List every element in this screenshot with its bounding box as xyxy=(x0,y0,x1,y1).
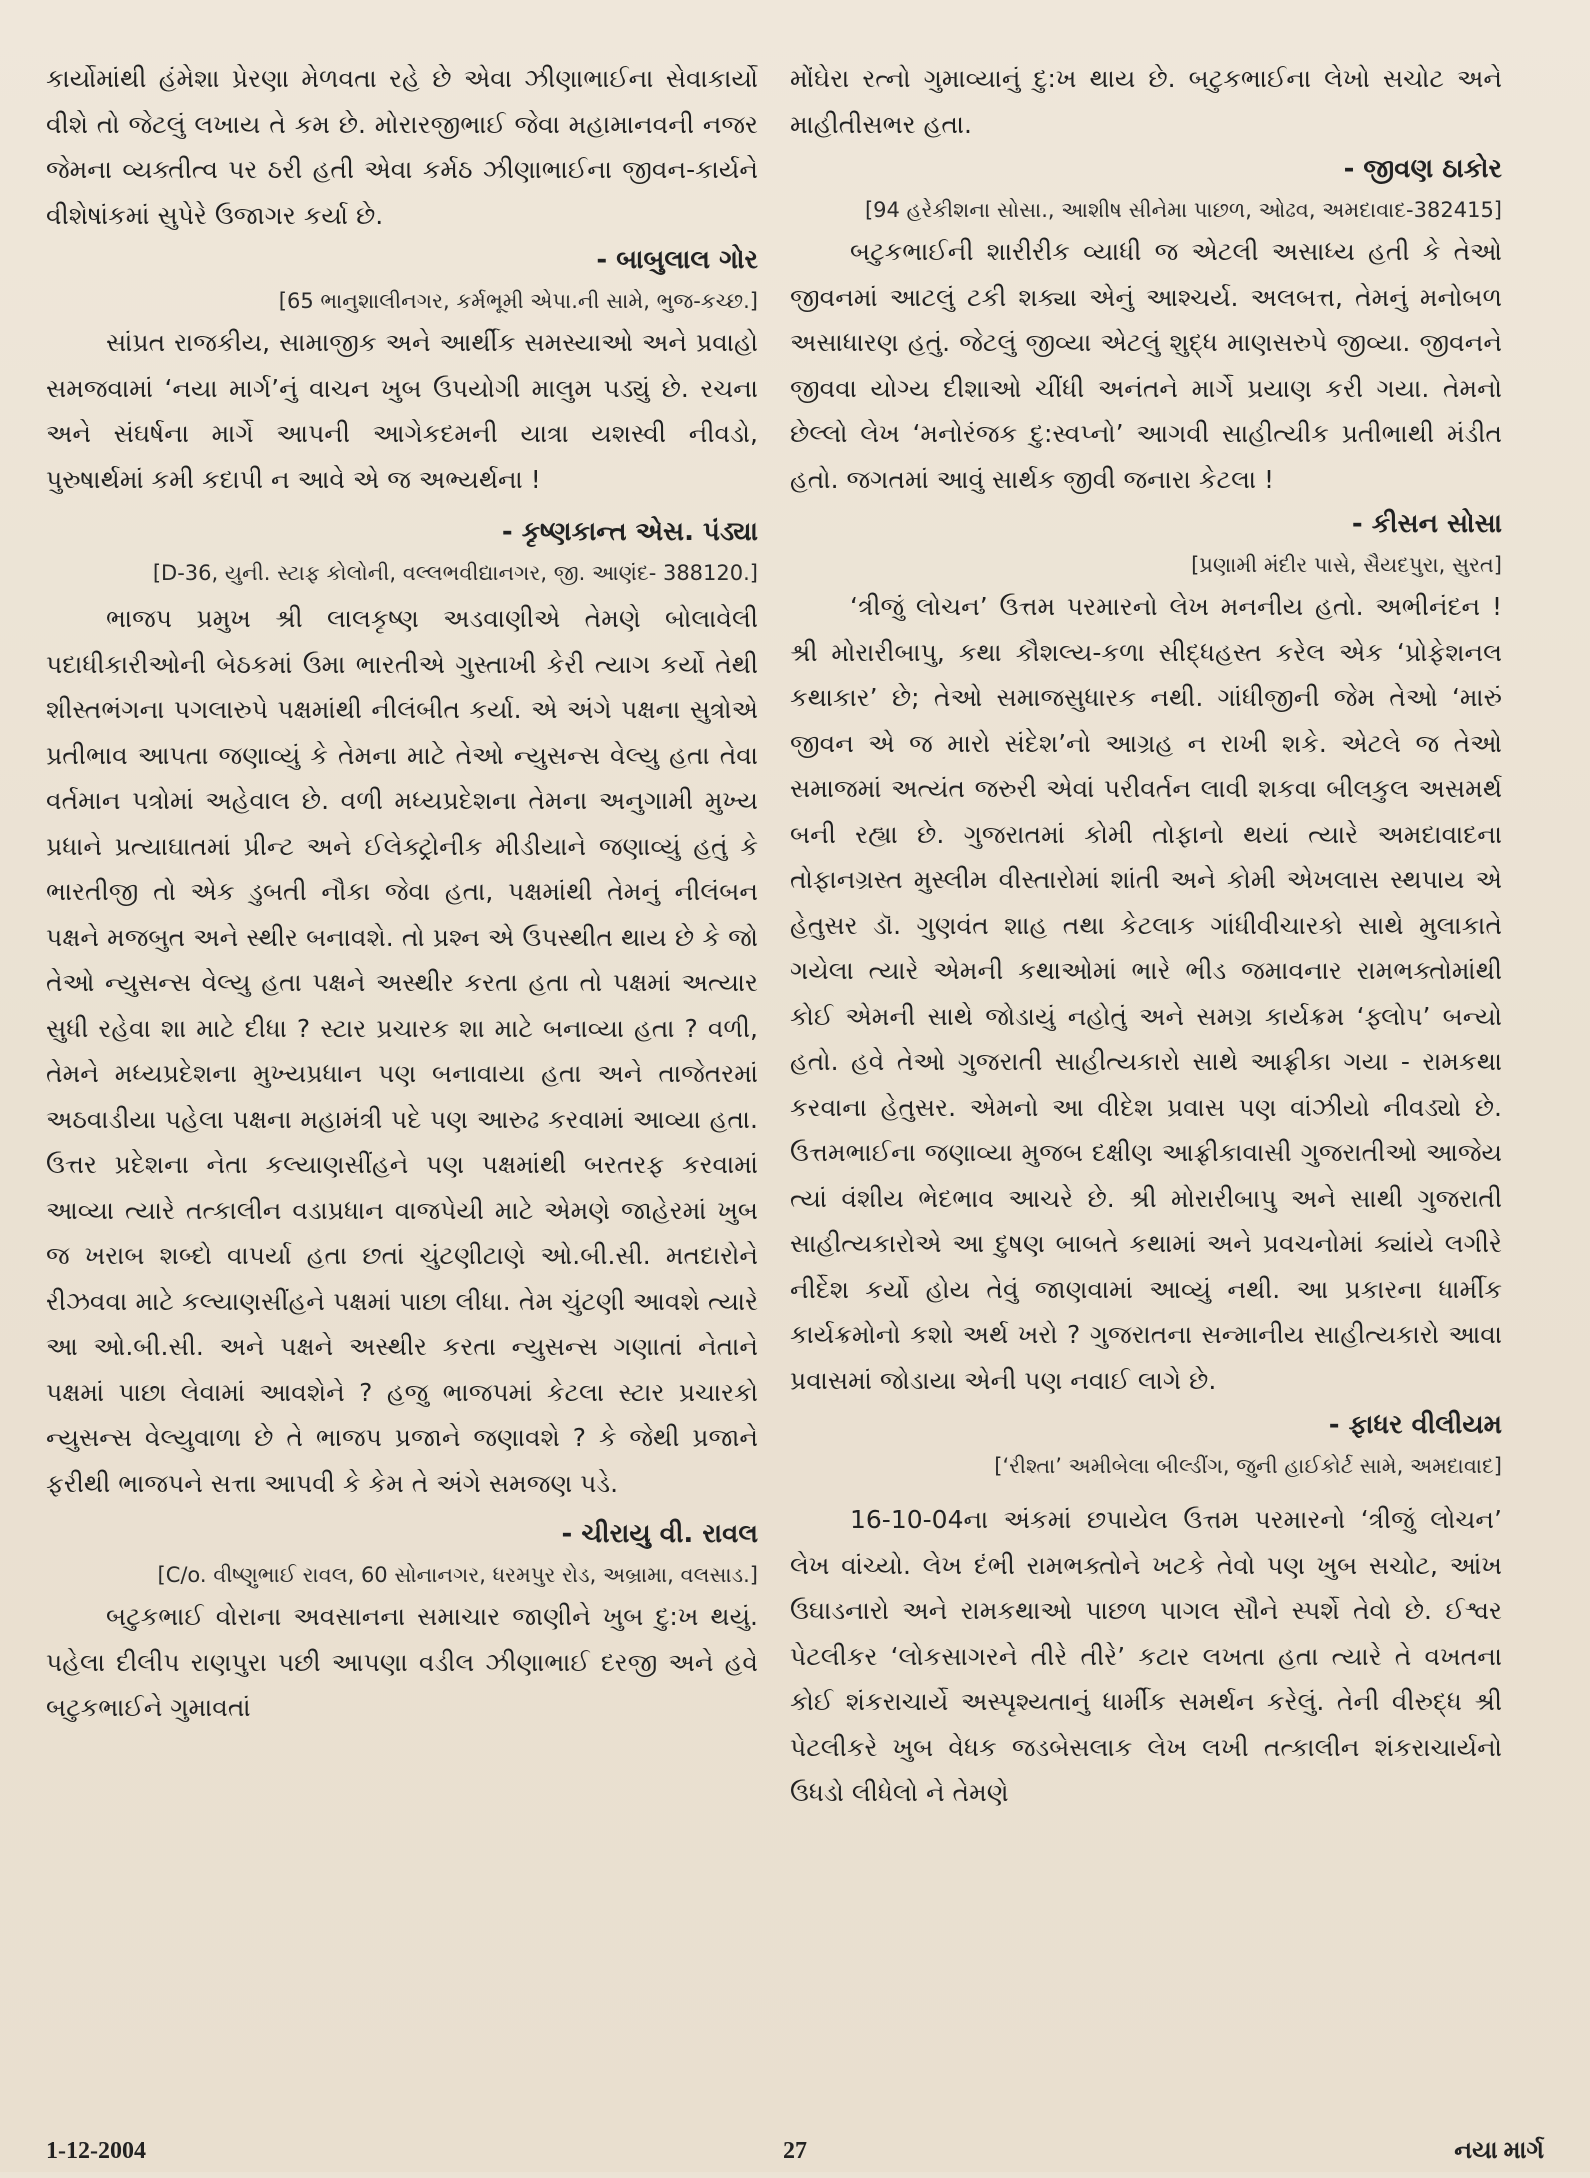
letter-address: [C/o. વીષ્ણુભાઈ રાવલ, 60 સોનાનગર, ધરમપુર રોડ, અબ્રામા, વલસાડ.] xyxy=(157,1563,758,1587)
letter-4 xyxy=(46,1594,758,1731)
letter-4-continued xyxy=(790,56,1502,229)
letter-body: ‘ત્રીજું લોચન’ ઉત્તમ પરમારનો લેખ મનનીય હતો. અભીનંદન ! શ્રી મોરારીબાપુ, કથા કૌશલ્ય-કળા સીદ્ધહસ્ત કરેલ એક ‘પ્રોફેશનલ કથાકાર’ છે; તેઓ સમાજસુધારક નથી. ગાંધીજીની જેમ તેઓ ‘મારું જીવન એ જ મારો સંદેશ’નો આગ્રહ ન રાખી શકે. એટલે જ તેઓ સમાજમાં અત્યંત જરુરી એવાં પરીવર્તન લાવી શકવા બીલકુલ અસમર્થ બની રહ્યા છે. ગુજરાતમાં કોમી તોફાનો થયાં ત્યારે અમદાવાદના તોફાનગ્રસ્ત મુસ્લીમ વીસ્તારોમાં શાંતી અને કોમી એખલાસ સ્થપાય એ હેતુસર ડૉ. ગુણવંત શાહ તથા કેટલાક ગાંધીવીચારકો સાથે મુલાકાતે ગયેલા ત્યારે એમની કથાઓમાં ભારે ભીડ જમાવનાર રામભક્તોમાંથી કોઈ એમની સાથે જોડાયું નહોતું અને સમગ્ર કાર્યક્રમ ‘ફ્લોપ’ બન્યો હતો. હવે તેઓ ગુજરાતી સાહીત્યકારો સાથે આફ્રીકા ગયા - રામકથા કરવાના હેતુસર. એમનો આ વીદેશ પ્રવાસ પણ વાંઝીયો નીવડ્યો છે. ઉત્તમભાઈના જણાવ્યા મુજબ દક્ષીણ આફ્રીકાવાસી ગુજરાતીઓ આજેય ત્યાં વંશીય ભેદભાવ આચરે છે. શ્રી મોરારીબાપુ અને સાથી ગુજરાતી સાહીત્યકારોએ આ દુષણ બાબતે કથામાં અને પ્રવચનોમાં ક્યાંયે લગીરે નીર્દેશ કર્યો હોય તેવું જાણવામાં આવ્યું નથી. આ પ્રકારના ધાર્મીક કાર્યક્રમોનો કશો અર્થ ખરો ? ગુજરાતના સન્માનીય સાહીત્યકારો આવા પ્રવાસમાં જોડાયા એની પણ નવાઈ લાગે છે. xyxy=(790,592,1502,1395)
letter-body: સાંપ્રત રાજકીય, સામાજીક અને આર્થીક સમસ્યાઓ અને પ્રવાહો સમજવામાં ‘નયા માર્ગ’નું વાચન ખુબ ઉપયોગી માલુમ પડ્યું છે. રચના અને સંઘર્ષના માર્ગે આપની આગેકદમની યાત્રા યશસ્વી નીવડો, પુરુષાર્થમાં કમી કદાપી ન આવે એ જ અભ્યર્થના ! xyxy=(46,328,758,494)
letter-author: - જીવણ ઠાકોર xyxy=(1343,154,1502,184)
letter-author: - કીસન સોસા xyxy=(1351,509,1502,539)
issue-date: 1-12-2004 xyxy=(46,2138,146,2164)
page-footer xyxy=(46,2138,1544,2178)
letter-body: બટુકભાઈ વોરાના અવસાનના સમાચાર જાણીને ખુબ દુ:ખ થયું. પહેલા દીલીપ રાણપુરા પછી આપણા વડીલ ઝીણાભાઈ દરજી અને હવે બટુકભાઈને ગુમાવતાં xyxy=(46,1602,758,1722)
letter-6 xyxy=(790,584,1502,1485)
page-number: 27 xyxy=(783,2138,807,2164)
letter-body: ભાજપ પ્રમુખ શ્રી લાલકૃષ્ણ અડવાણીએ તેમણે બોલાવેલી પદાધીકારીઓની બેઠકમાં ઉમા ભારતીએ ગુસ્તાખી કેરી ત્યાગ કર્યો તેથી શીસ્તભંગના પગલારુપે પક્ષમાંથી નીલંબીત કર્યા. એ અંગે પક્ષના સુત્રોએ પ્રતીભાવ આપતા જણાવ્યું કે તેમના માટે તેઓ ન્યુસન્સ વેલ્યુ હતા તેવા વર્તમાન પત્રોમાં અહેવાલ છે. વળી મધ્યપ્રદેશના તેમના અનુગામી મુખ્ય પ્રધાને પ્રત્યાઘાતમાં પ્રીન્ટ અને ઈલેક્ટ્રોનીક મીડીયાને જણાવ્યું હતું કે ભારતીજી તો એક ડુબતી નૌકા જેવા હતા, પક્ષમાંથી તેમનું નીલંબન પક્ષને મજબુત અને સ્થીર બનાવશે. તો પ્રશ્ન એ ઉપસ્થીત થાય છે કે જો તેઓ ન્યુસન્સ વેલ્યુ હતા પક્ષને અસ્થીર કરતા હતા તો પક્ષમાં અત્યાર સુધી રહેવા શા માટે દીધા ? સ્ટાર પ્રચારક શા માટે બનાવ્યા હતા ? વળી, તેમને મધ્યપ્રદેશના મુખ્યપ્રધાન પણ બનાવાયા હતા અને તાજેતરમાં અઠવાડીયા પહેલા પક્ષના મહામંત્રી પદે પણ આરુઢ કરવામાં આવ્યા હતા. ઉત્તર પ્રદેશના નેતા કલ્યાણસીંહને પણ પક્ષમાંથી બરતરફ કરવામાં આવ્યા ત્યારે તત્કાલીન વડાપ્રધાન વાજપેયી માટે એમણે જાહેરમાં ખુબ જ ખરાબ શબ્દો વાપર્યા હતા છતાં ચુંટણીટાણે ઓ.બી.સી. મતદારોને રીઝવવા માટે કલ્યાણસીંહને પક્ષમાં પાછા લીધા. તેમ ચુંટણી આવશે ત્યારે આ ઓ.બી.સી. અને પક્ષને અસ્થીર કરતા ન્યુસન્સ ગણાતાં નેતાને પક્ષમાં પાછા લેવામાં આવશેને ? હજુ ભાજપમાં કેટલા સ્ટાર પ્રચારકો ન્યુસન્સ વેલ્યુવાળા છે તે ભાજપ પ્રજાને જણાવશે ? કે જેથી પ્રજાને ફરીથી ભાજપને સત્તા આપવી કે કેમ તે અંગે સમજણ પડે. xyxy=(46,604,758,1498)
right-column xyxy=(790,56,1502,1816)
letter-author: - કૃષ્ણકાન્ત એસ. પંડ્યા xyxy=(501,517,758,547)
letter-3 xyxy=(46,596,758,1594)
letter-address: [65 ભાનુશાલીનગર, કર્મભૂમી એપા.ની સામે, ભુજ-કચ્છ.] xyxy=(278,289,758,313)
letter-author: - બાબુલાલ ગોર xyxy=(596,245,758,275)
letter-5 xyxy=(790,229,1502,584)
left-column xyxy=(46,56,758,1731)
letter-1 xyxy=(46,56,758,320)
letter-author: - ફાધર વીલીયમ xyxy=(1328,1410,1502,1440)
letter-body: બટુકભાઈની શારીરીક વ્યાધી જ એટલી અસાધ્ય હતી કે તેઓ જીવનમાં આટલું ટકી શક્યા એનું આશ્ચર્ય. અલબત્ત, તેમનું મનોબળ અસાધારણ હતું. જેટલું જીવ્યા એટલું શુદ્ધ માણસરુપે જીવ્યા. જીવનને જીવવા યોગ્ય દીશાઓ ચીંધી અનંતને માર્ગે પ્રયાણ કરી ગયા. તેમનો છેલ્લો લેખ ‘મનોરંજક દુ:સ્વપ્નો’ આગવી સાહીત્યીક પ્રતીભાથી મંડીત હતો. જગતમાં આવું સાર્થક જીવી જનારા કેટલા ! xyxy=(790,237,1502,494)
letter-7 xyxy=(790,1497,1502,1816)
magazine-name: નયા માર્ગ xyxy=(1454,2138,1544,2164)
letter-body: 16-10-04ના અંકમાં છપાયેલ ઉત્તમ પરમારનો ‘ત્રીજું લોચન’ લેખ વાંચ્યો. લેખ દંભી રામભક્તોને ખટકે તેવો પણ ખુબ સચોટ, આંખ ઉઘાડનારો અને રામકથાઓ પાછળ પાગલ સૌને સ્પર્શે તેવો છે. ઈશ્વર પેટલીકર ‘લોકસાગરને તીરે તીરે’ કટાર લખતા હતા ત્યારે તે વખતના કોઈ શંકરાચાર્યે અસ્પૃશ્યતાનું ધાર્મીક સમર્થન કરેલું. તેની વીરુદ્ધ શ્રી પેટલીકરે ખુબ વેધક જડબેસલાક લેખ લખી તત્કાલીન શંકરાચાર્યનો ઉધડો લીધેલો ને તેમણે xyxy=(790,1505,1502,1807)
letter-author: - ચીરાયુ વી. રાવલ xyxy=(561,1519,758,1549)
letter-2 xyxy=(46,320,758,592)
letter-address: [D-36, યુની. સ્ટાફ કોલોની, વલ્લભવીદ્યાનગર, જી. આણંદ- 388120.] xyxy=(152,561,758,585)
letter-address: [‘રીશ્તા’ અમીબેલા બીલ્ડીંગ, જુની હાઈકોર્ટ સામે, અમદાવાદ] xyxy=(994,1454,1502,1478)
letter-body: કાર્યોમાંથી હંમેશા પ્રેરણા મેળવતા રહે છે એવા ઝીણાભાઈના સેવાકાર્યો વીશે તો જેટલું લખાય તે કમ છે. મોરારજીભાઈ જેવા મહામાનવની નજર જેમના વ્યક્તીત્વ પર ઠરી હતી એવા કર્મઠ ઝીણાભાઈના જીવન-કાર્યને વીશેષાંકમાં સુપેરે ઉજાગર કર્યા છે. xyxy=(46,64,758,230)
letter-body: મોંઘેરા રત્નો ગુમાવ્યાનું દુ:ખ થાય છે. બટુકભાઈના લેખો સચોટ અને માહીતીસભર હતા. xyxy=(790,64,1502,139)
letter-address: [પ્રણામી મંદીર પાસે, સૈયદપુરા, સુરત] xyxy=(1191,553,1502,577)
letter-address: [94 હરેકીશના સોસા., આશીષ સીનેમા પાછળ, ઓઢવ, અમદાવાદ-382415] xyxy=(864,198,1502,222)
